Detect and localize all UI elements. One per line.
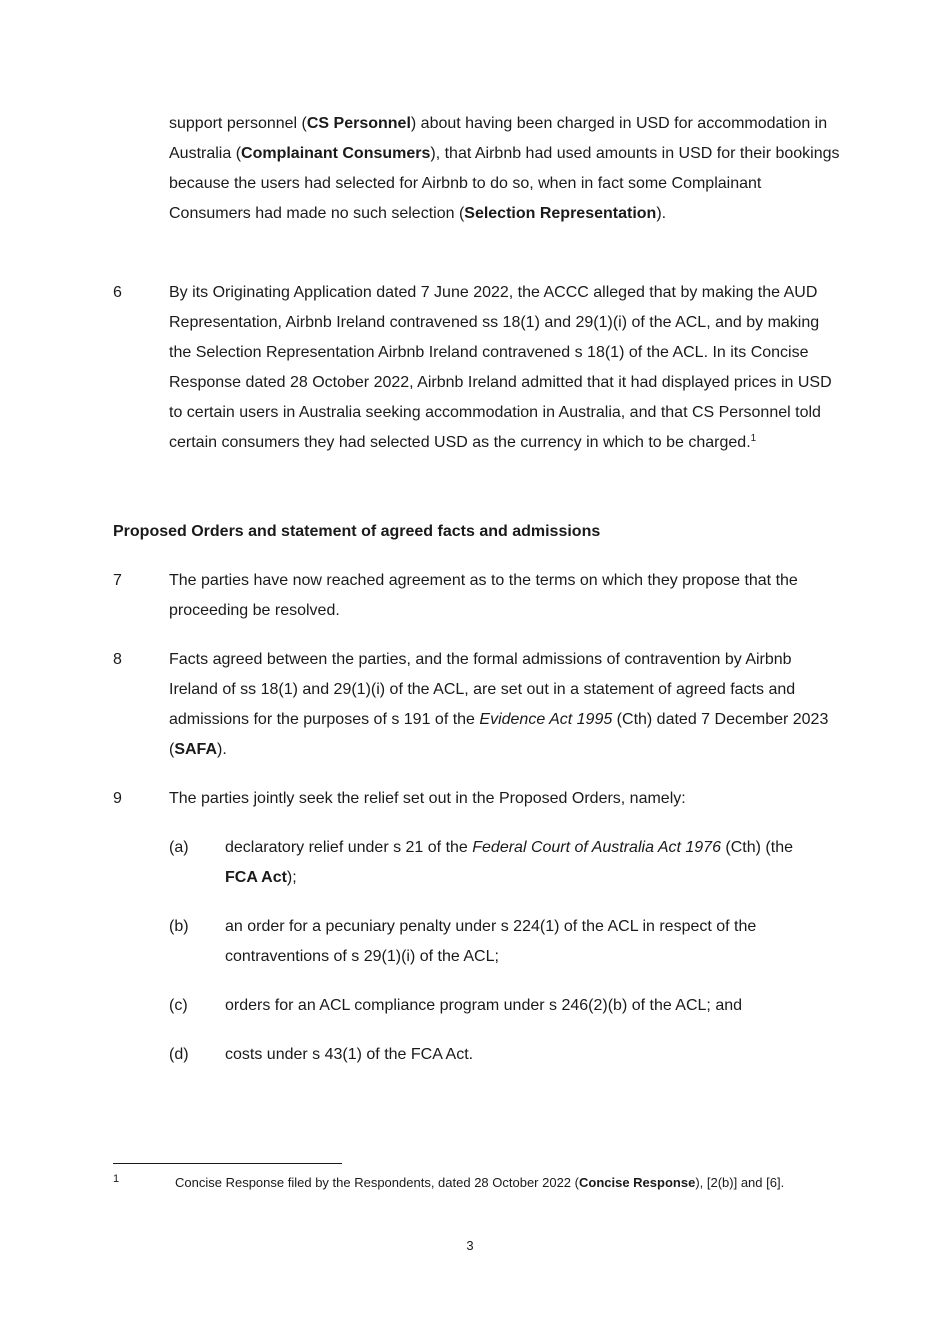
text-run: ), [2(b)] and [6].	[695, 1175, 785, 1190]
defined-term-concise-response: Concise Response	[578, 1175, 696, 1190]
paragraph-number-8: 8	[113, 651, 122, 668]
paragraph-5-continuation	[169, 109, 841, 229]
paragraph-number-6: 6	[113, 284, 122, 301]
sub-item-label-b: (b)	[169, 918, 189, 935]
defined-term-cs-personnel: CS Personnel	[306, 115, 411, 132]
paragraph-9: The parties jointly seek the relief set out in the Proposed Orders, namely:	[169, 790, 686, 807]
footnote-number: 1	[113, 1173, 120, 1185]
sub-item-label-c: (c)	[169, 997, 188, 1014]
paragraph-number-7: 7	[113, 572, 122, 589]
defined-term-complainant-consumers: Complainant Consumers	[241, 145, 431, 162]
defined-term-selection-representation: Selection Representation	[464, 205, 657, 222]
sub-item-a	[225, 833, 825, 893]
sub-item-d: costs under s 43(1) of the FCA Act.	[225, 1046, 474, 1063]
page-number: 3	[466, 1238, 474, 1253]
act-title-evidence-act: Evidence Act 1995	[479, 711, 613, 728]
act-title-fca-act: Federal Court of Australia Act 1976	[472, 839, 721, 856]
text-run: support personnel (	[169, 115, 307, 132]
paragraph-8	[169, 645, 841, 765]
text-run: ), that Airbnb had used amounts in USD for their bookings because the users had selected for Airbnb to do so, when in fact some Complainant Consumers had made no such selection (	[169, 145, 840, 222]
sub-item-c: orders for an ACL compliance program under s 246(2)(b) of the ACL; and	[225, 997, 743, 1014]
defined-term-fca-act: FCA Act	[225, 869, 287, 886]
footnote-reference[interactable]: 1	[750, 433, 757, 444]
text-run: Facts agreed between the parties, and the formal admissions of contravention by Airbnb Ireland of ss 18(1) and 29(1)(i) of the ACL, are set out in a statement of agreed facts and admissions for the purposes of s 191 of the	[169, 651, 796, 728]
section-heading: Proposed Orders and statement of agreed facts and admissions	[113, 523, 601, 540]
text-run: ).	[217, 741, 227, 758]
sub-item-label-a: (a)	[169, 839, 189, 856]
text-run: Concise Response filed by the Respondents, dated 28 October 2022 (	[175, 1175, 579, 1190]
paragraph-number-9: 9	[113, 790, 122, 807]
sub-item-b: an order for a pecuniary penalty under s 224(1) of the ACL in respect of the contraventions of s 29(1)(i) of the ACL;	[225, 918, 757, 965]
sub-item-label-d: (d)	[169, 1046, 189, 1063]
text-run: (Cth) dated 7 December 2023 (	[169, 711, 829, 758]
text-run: ).	[656, 205, 667, 222]
footnote-separator	[113, 1163, 342, 1164]
text-run: );	[286, 869, 297, 886]
footnote-text	[175, 1174, 830, 1192]
paragraph-6	[169, 278, 841, 458]
paragraph-6-text: By its Originating Application dated 7 June 2022, the ACCC alleged that by making the AUD Representation, Airbnb Ireland contravened ss 18(1) and 29(1)(i) of the ACL, and by making the Selection Representation Airbnb Ireland contravened s 18(1) of the ACL. In its Concise Response dated 28 October 2022, Airbnb Ireland admitted that it had displayed prices in USD to certain users in Australia seeking accommodation in Australia, and that CS Personnel told certain consumers they had selected USD as the currency in which to be charged.	[169, 284, 832, 451]
defined-term-safa: SAFA	[174, 741, 217, 758]
paragraph-7: The parties have now reached agreement as to the terms on which they propose that the proceeding be resolved.	[169, 572, 798, 619]
text-run: (Cth) (the	[720, 839, 793, 856]
text-run: ) about having been charged in USD for accommodation in Australia (	[169, 115, 828, 162]
text-run: declaratory relief under s 21 of the	[225, 839, 473, 856]
